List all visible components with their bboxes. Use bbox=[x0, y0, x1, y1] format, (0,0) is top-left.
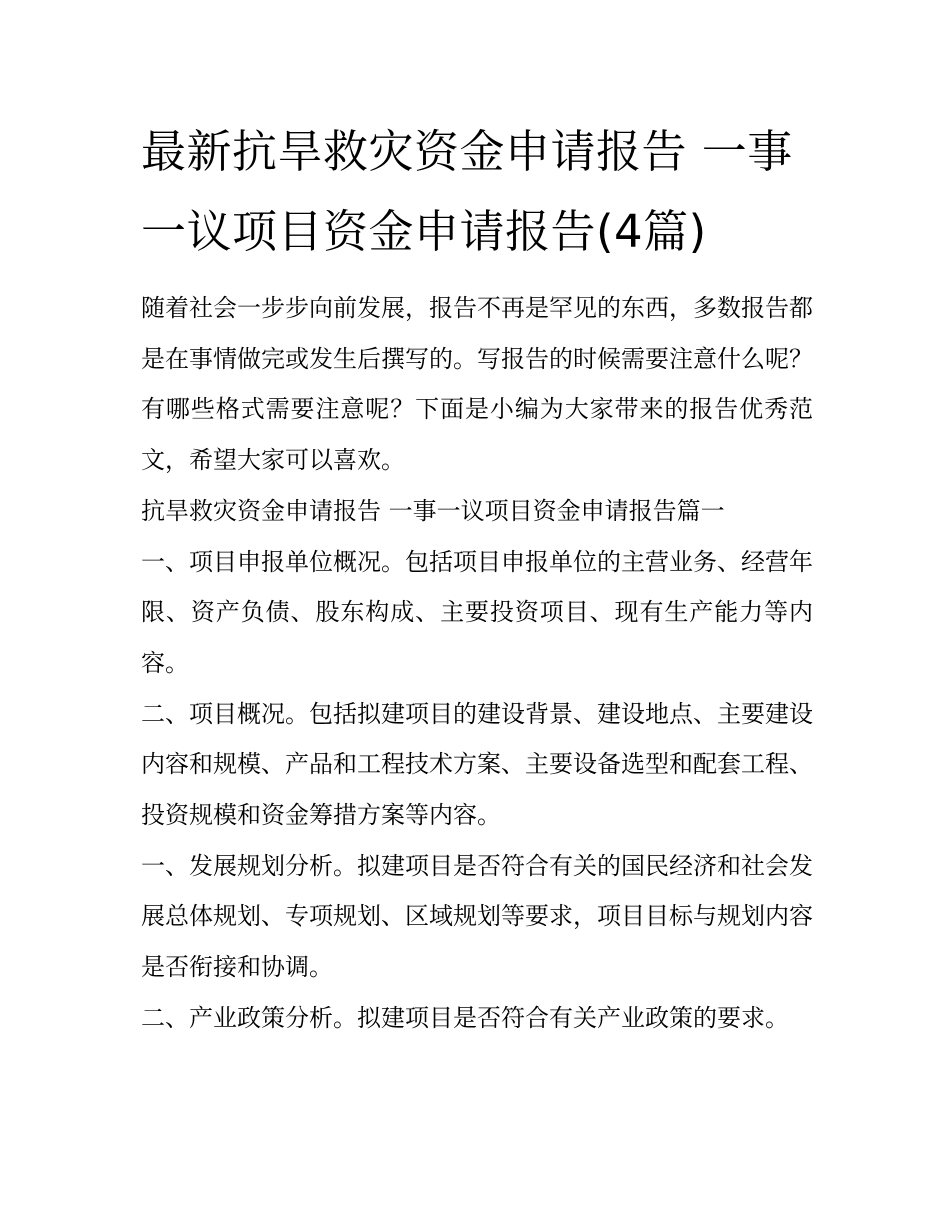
section-heading: 抗旱救灾资金申请报告 一事一议项目资金申请报告篇一 bbox=[141, 496, 725, 525]
body-paragraph: 二、项目概况。包括拟建项目的建设背景、建设地点、主要建设内容和规模、产品和工程技术方案、主要设备选型和配套工程、投资规模和资金筹措方案等内容。 bbox=[141, 699, 813, 830]
body-paragraph: 二、产业政策分析。拟建项目是否符合有关产业政策的要求。 bbox=[141, 1003, 789, 1032]
document-title: 最新抗旱救灾资金申请报告 一事一议项目资金申请报告(4篇) bbox=[141, 125, 793, 258]
intro-paragraph: 随着社会一步步向前发展，报告不再是罕见的东西，多数报告都是在事情做完或发生后撰写的。写报告的时候需要注意什么呢？有哪些格式需要注意呢？下面是小编为大家带来的报告优秀范文，希望大家可以喜欢。 bbox=[141, 294, 813, 475]
body-paragraph: 一、发展规划分析。拟建项目是否符合有关的国民经济和社会发展总体规划、专项规划、区域规划等要求，项目目标与规划内容是否衔接和协调。 bbox=[141, 851, 813, 982]
document-body bbox=[141, 283, 813, 1044]
document-content bbox=[141, 112, 813, 1044]
body-paragraph: 一、项目申报单位概况。包括项目申报单位的主营业务、经营年限、资产负债、股东构成、主要投资项目、现有生产能力等内容。 bbox=[141, 547, 813, 677]
